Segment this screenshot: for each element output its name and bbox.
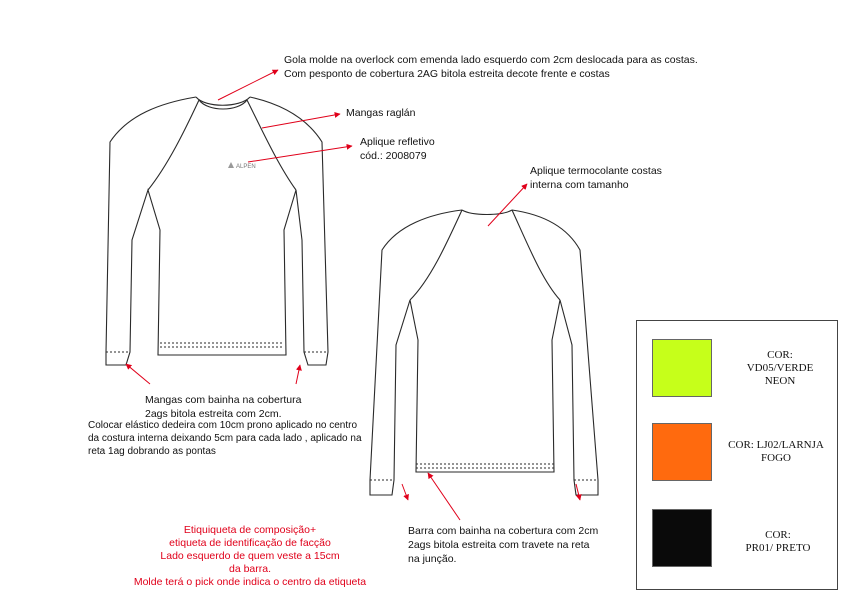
back-raglan-left	[410, 210, 462, 300]
arrow-gola	[218, 70, 278, 100]
note-mangas-bainha: Mangas com bainha na cobertura 2ags bitola estreita com 2cm.	[145, 394, 302, 420]
note-barra: Barra com bainha na cobertura com 2cm 2ags bitola estreita com travete na reta na junção.	[408, 525, 599, 565]
back-shirt	[370, 210, 598, 495]
front-body-outline	[106, 97, 328, 365]
swatch-preto	[652, 509, 712, 567]
legend-label-laranja: COR: LJ02/LARNJA FOGO	[728, 439, 824, 464]
arrow-barra	[428, 473, 460, 520]
swatch-laranja-fogo	[652, 423, 712, 481]
legend-label-verde: COR: VD05/VERDE NEON	[746, 349, 814, 387]
arrow-barra-cuff	[402, 484, 408, 500]
front-collar-inner	[199, 100, 247, 109]
note-etiqueta: Etiquiqueta de composição+ etiqueta de identificação de facção Lado esquerdo de quem veste a 15cm da barra. Molde terá o pick onde indica o centro da etiqueta	[133, 524, 367, 588]
note-aplique-refletivo: Aplique refletivo cód.: 2008079	[360, 136, 435, 162]
arrow-aplique-termo	[488, 184, 527, 226]
arrow-mangas-raglan	[262, 114, 340, 128]
note-elastico: Colocar elástico dedeira com 10cm prono aplicado no centro da costura interna deixando 5cm para cada lado , aplicado na reta 1ag dobrando as pontas	[88, 420, 362, 457]
note-aplique-termo: Aplique termocolante costas interna com tamanho	[530, 165, 662, 191]
swatch-verde-neon	[652, 339, 712, 397]
note-mangas-raglan: Mangas raglán	[346, 107, 416, 119]
back-neckline	[462, 210, 512, 215]
arrow-mangas-bainha	[126, 364, 150, 384]
arrow-barra-cuff-2	[576, 484, 580, 500]
back-body-outline	[370, 210, 598, 495]
front-raglan-left	[148, 100, 199, 190]
front-shirt	[106, 97, 328, 365]
legend-label-preto: COR: PR01/ PRETO	[745, 529, 811, 554]
front-logo: ALPEN	[236, 164, 256, 170]
logo-mark-icon	[228, 162, 234, 168]
front-raglan-right	[247, 100, 296, 190]
note-gola: Gola molde na overlock com emenda lado esquerdo com 2cm deslocada para as costas. Com pesponto de cobertura 2AG bitola estreita decote frente e costas	[284, 54, 698, 80]
arrow-aplique-refletivo	[248, 146, 352, 162]
arrow-mangas-bainha-2	[296, 365, 300, 384]
color-legend	[636, 320, 838, 590]
